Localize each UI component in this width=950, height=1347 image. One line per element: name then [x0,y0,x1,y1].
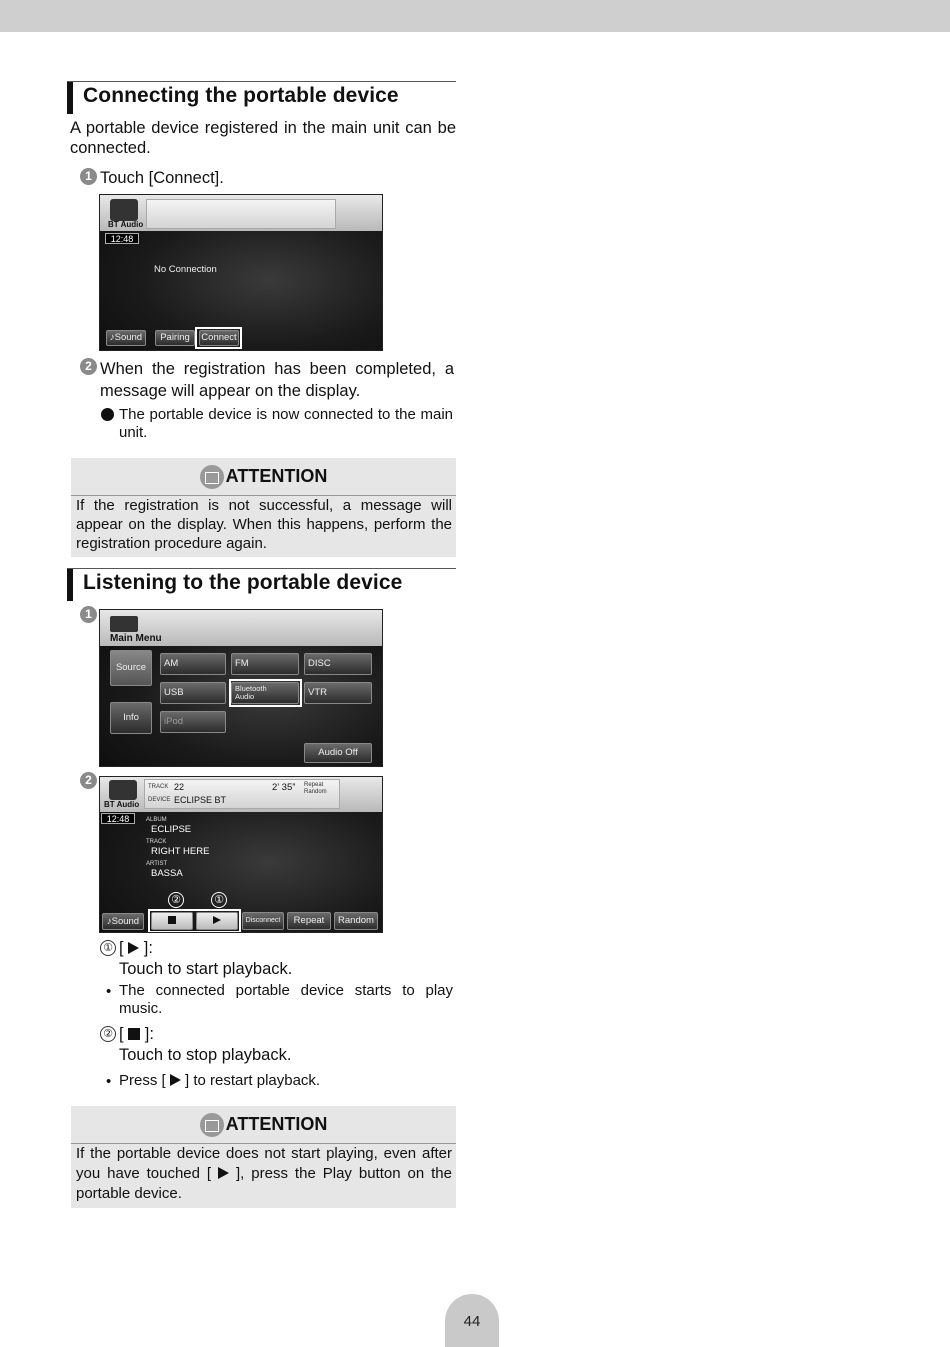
bracket-close: ]: [143,939,153,957]
elapsed-time: 2’ 35” [272,782,296,793]
ipod-label: iPod [164,716,184,727]
step-number-1: 1 [80,606,97,623]
attention-label: ATTENTION [225,1113,328,1134]
bullet-text: The portable device is now connected to the main unit. [119,406,453,441]
step-number-2: 2 [80,358,97,375]
step-number-2: 2 [80,772,97,789]
book-icon [200,465,224,489]
repeat-tag: Repeat [304,782,324,788]
book-icon [200,1113,224,1137]
page-top-bar [0,0,950,32]
bt-audio-screen [99,194,383,351]
section-title: Connecting the portable device [83,84,399,107]
track-title-value: RIGHT HERE [151,846,210,857]
disc-label: DISC [308,658,331,669]
fm-label: FM [235,658,249,669]
bracket-open: [ [119,939,124,957]
random-tag: Random [304,789,327,795]
am-button[interactable] [160,653,226,675]
menu-title: Main Menu [110,633,162,644]
attention-text-post: ], press the Play button on the portable device. [76,1165,452,1202]
usb-label: USB [164,687,184,698]
play-icon [218,1167,229,1179]
bt-audio-icon [109,780,137,800]
attention-heading [71,465,456,489]
bracket-close: ]: [144,1025,154,1043]
fm-button[interactable] [231,653,299,675]
item-2-bullet [119,1072,453,1090]
pairing-button[interactable]: Pairing [155,330,195,346]
stop-button[interactable] [151,912,193,930]
device-name: ECLIPSE BT [174,795,227,805]
item-1-key [119,937,153,959]
item-1-marker: ① [100,940,116,956]
disc-button[interactable] [304,653,372,675]
album-key: ALBUM [146,817,167,823]
bullet-dot: • [106,1073,112,1090]
artist-key: ARTIST [146,861,168,867]
track-title-key: TRACK [146,839,167,845]
sound-button[interactable]: ♪Sound [102,913,144,930]
section-title: Listening to the portable device [83,571,403,594]
source-label: BT Audio [104,800,140,809]
main-menu-screen [99,609,383,767]
title-field [146,199,336,229]
track-key: TRACK [148,784,169,790]
section-heading-listening [67,568,456,602]
play-button[interactable] [196,912,238,930]
play-icon [128,942,139,954]
disconnect-button[interactable]: Disconnect [242,912,284,930]
clock: 12:48 [101,813,135,824]
step-number-1: 1 [80,168,97,185]
bluetooth-audio-button[interactable] [231,682,299,704]
attention-text: If the registration is not successful, a message will appear on the display. When this happens, perform the registration procedure again. [76,497,452,552]
bt-audio-icon [110,199,138,221]
clock: 12:48 [105,233,139,244]
attention-box-2 [71,1106,456,1208]
item-2-text: Touch to stop playback. [119,1046,292,1064]
attention-text [76,1144,452,1204]
track-number: 22 [174,782,185,792]
mode-tags [304,782,327,796]
sound-button[interactable]: ♪Sound [106,330,146,346]
source-label: BT Audio [108,220,144,229]
bullet-post: ] to restart playback. [185,1072,321,1089]
item-2-key [119,1023,154,1045]
attention-label: ATTENTION [225,465,328,486]
am-label: AM [164,658,179,669]
step-2-text: When the registration has been completed, a message will appear on the display. [100,360,454,400]
usb-button[interactable] [160,682,226,704]
attention-text-pre: If the portable device does not start playing, even after you have touched [ [76,1145,452,1182]
page-number: 44 [445,1294,499,1347]
bt-label-1: Bluetooth [235,684,267,693]
bracket-open: [ [119,1025,124,1043]
attention-heading [71,1113,456,1137]
play-icon [213,916,221,924]
stop-icon [128,1028,140,1040]
step-1-text: Touch [Connect]. [100,169,224,187]
vtr-button[interactable] [304,682,372,704]
menu-icon [110,616,138,632]
intro-text: A portable device registered in the main unit can be connected. [70,119,456,157]
item-1-text: Touch to start playback. [119,960,293,978]
status-text: No Connection [154,264,217,275]
connect-button[interactable]: Connect [199,330,239,346]
play-icon [170,1074,181,1086]
album-value: ECLIPSE [151,824,192,835]
item-1-bullet: The connected portable device starts to play music. [119,982,453,1017]
heading-bar [67,569,73,601]
bullet-pre: Press [ [119,1072,166,1089]
bt-label-2: Audio [235,692,255,701]
artist-value: BASSA [151,868,183,879]
ipod-button[interactable] [160,711,226,733]
device-key: DEVICE [148,797,171,803]
bt-audio-player-screen [99,776,383,933]
bullet-dot: • [106,983,112,1000]
vtr-label: VTR [308,687,327,698]
item-2-marker: ② [100,1026,116,1042]
callout-2: ② [168,892,184,908]
section-heading-connecting [67,81,456,115]
heading-bar [67,82,73,114]
attention-box-1 [71,458,456,557]
stop-icon [168,916,176,924]
audio-off-button[interactable]: Audio Off [304,743,372,763]
callout-1: ① [211,892,227,908]
random-button[interactable]: Random [334,912,378,930]
info-button[interactable]: Info [110,702,152,734]
source-button[interactable]: Source [110,650,152,686]
repeat-button[interactable]: Repeat [287,912,331,930]
bullet-dot [101,408,114,421]
